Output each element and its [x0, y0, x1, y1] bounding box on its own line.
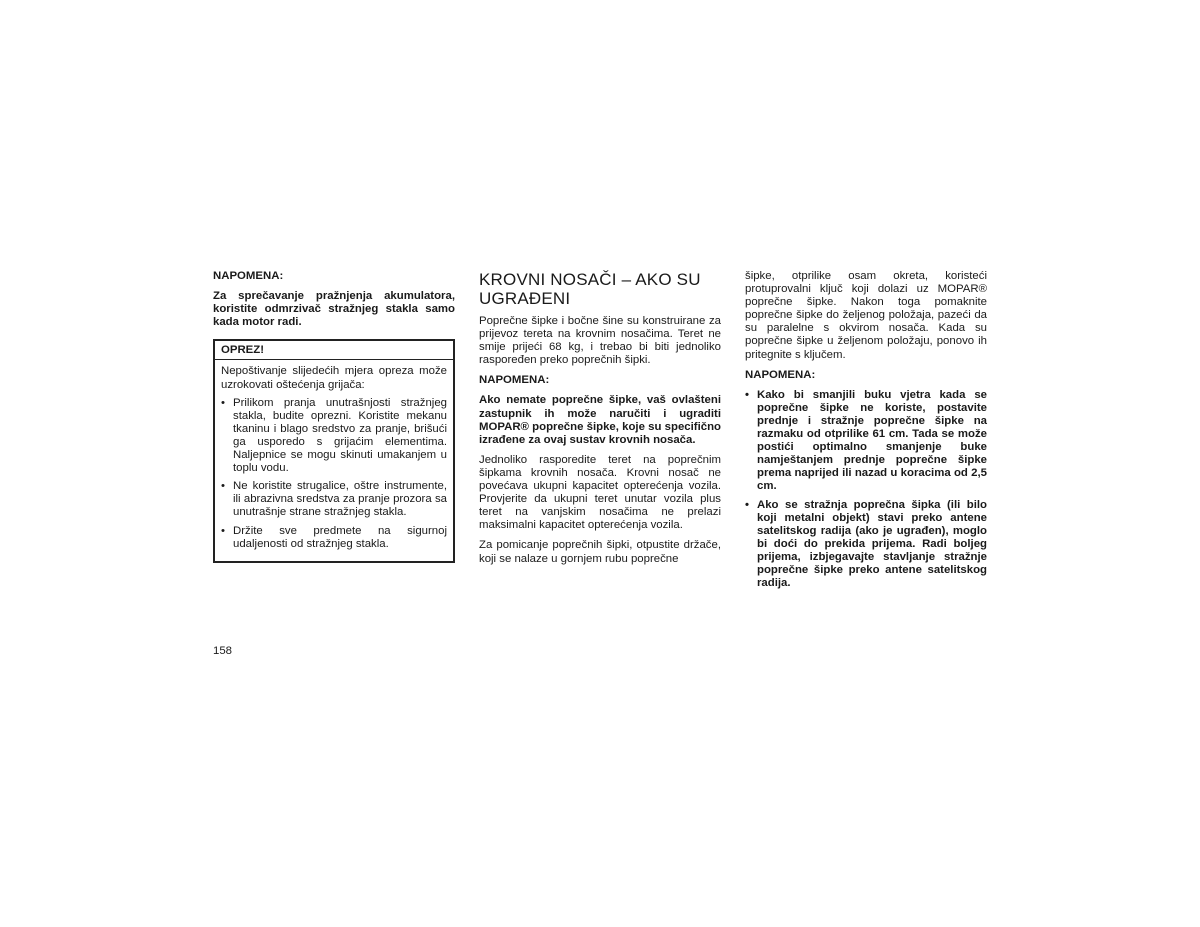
- note-text: Ako nemate poprečne šipke, vaš ovlašteni zastupnik ih može naručiti i ugraditi MOPAR® poprečne šipke, koje su specifično izrađene za ovaj sustav krovnih nosača.: [479, 394, 721, 446]
- note-label: NAPOMENA:: [479, 374, 550, 387]
- list-item: [221, 525, 447, 551]
- paragraph: Jednoliko rasporedite teret na poprečnim šipkama krovnih nosača. Krovni nosač ne povećava ukupni kapacitet opterećenja vozila. Provjerite da ukupni teret unutar vozila plus teret na vanjskim nosačima ne prelazi maksimalni kapacitet opterećenja vozila.: [479, 453, 721, 532]
- caution-intro: Nepoštivanje slijedećih mjera opreza može uzrokovati oštećenja grijača:: [221, 365, 447, 391]
- caution-body: [215, 360, 453, 560]
- paragraph: Za pomicanje poprečnih šipki, otpustite držače, koji se nalaze u gornjem rubu poprečne: [479, 539, 721, 565]
- note-list: [745, 389, 987, 590]
- bullet-icon: •: [745, 498, 749, 511]
- note-label: NAPOMENA:: [745, 368, 816, 381]
- caution-box: [213, 339, 455, 562]
- paragraph: šipke, otprilike osam okreta, koristeći protuprovalni ključ koji dolazi uz MOPAR® poprečne šipke. Nakon toga pomaknite poprečne šipke do željenog položaja, pazeći da su paralelne s okvirom nosača. Kada su poprečne šipke u željenom položaju, ponovo ih pritegnite s ključem.: [745, 270, 987, 361]
- list-item-text: Ne koristite strugalice, oštre instrumente, ili abrazivna sredstva za pranje prozora sa unutrašnje strane stražnjeg stakla.: [233, 480, 447, 519]
- list-item-text: Prilikom pranja unutrašnjosti stražnjeg stakla, budite oprezni. Koristite mekanu tkaninu i blago sredstvo za pranje, brišući ga usporedo s grijaćim elementima. Naljepnice se mogu skinuti umakanjem u toplu vodu.: [233, 396, 447, 475]
- page-number: 158: [213, 645, 233, 657]
- list-item: [221, 397, 447, 476]
- bullet-icon: •: [221, 480, 225, 493]
- note-label: NAPOMENA:: [213, 270, 284, 282]
- middle-column: [479, 270, 721, 573]
- list-item: [221, 480, 447, 519]
- list-item-text: Držite sve predmete na sigurnoj udaljenosti od stražnjeg stakla.: [233, 524, 447, 550]
- left-column: [213, 270, 455, 563]
- list-item: [745, 499, 987, 591]
- bullet-icon: •: [221, 396, 225, 409]
- list-item-text: Ako se stražnja poprečna šipka (ili bilo koji metalni objekt) stavi preko antene satelitskog radija (ako je ugrađen), moglo bi doći do prekida prijema. Radi boljeg prijema, izbjegavajte stavljanje stražnje poprečne šipke preko antene satelitskog radija.: [757, 498, 987, 590]
- list-item-text: Kako bi smanjili buku vjetra kada se poprečne šipke ne koriste, postavite prednje i stražnje poprečne šipke na razmaku od otprilike 61 cm. Tada se može postići optimalno smanjenje buke namještanjem prednje poprečne šipke prema naprijed ili nazad u koracima od 2,5 cm.: [757, 388, 987, 493]
- bullet-icon: •: [745, 388, 749, 401]
- caution-title: OPREZ!: [215, 341, 453, 360]
- right-column: [745, 270, 987, 595]
- section-heading: KROVNI NOSAČI – AKO SU UGRAĐENI: [479, 270, 701, 308]
- list-item: [745, 389, 987, 494]
- caution-list: [221, 397, 447, 551]
- bullet-icon: •: [221, 524, 225, 537]
- note-text: Za sprečavanje pražnjenja akumulatora, koristite odmrzivač stražnjeg stakla samo kada motor radi.: [213, 290, 455, 329]
- paragraph: Poprečne šipke i bočne šine su konstruirane za prijevoz tereta na krovnim nosačima. Teret ne smije prijeći 68 kg, i trebao bi biti jednoliko raspoređen preko poprečnih šipki.: [479, 315, 721, 367]
